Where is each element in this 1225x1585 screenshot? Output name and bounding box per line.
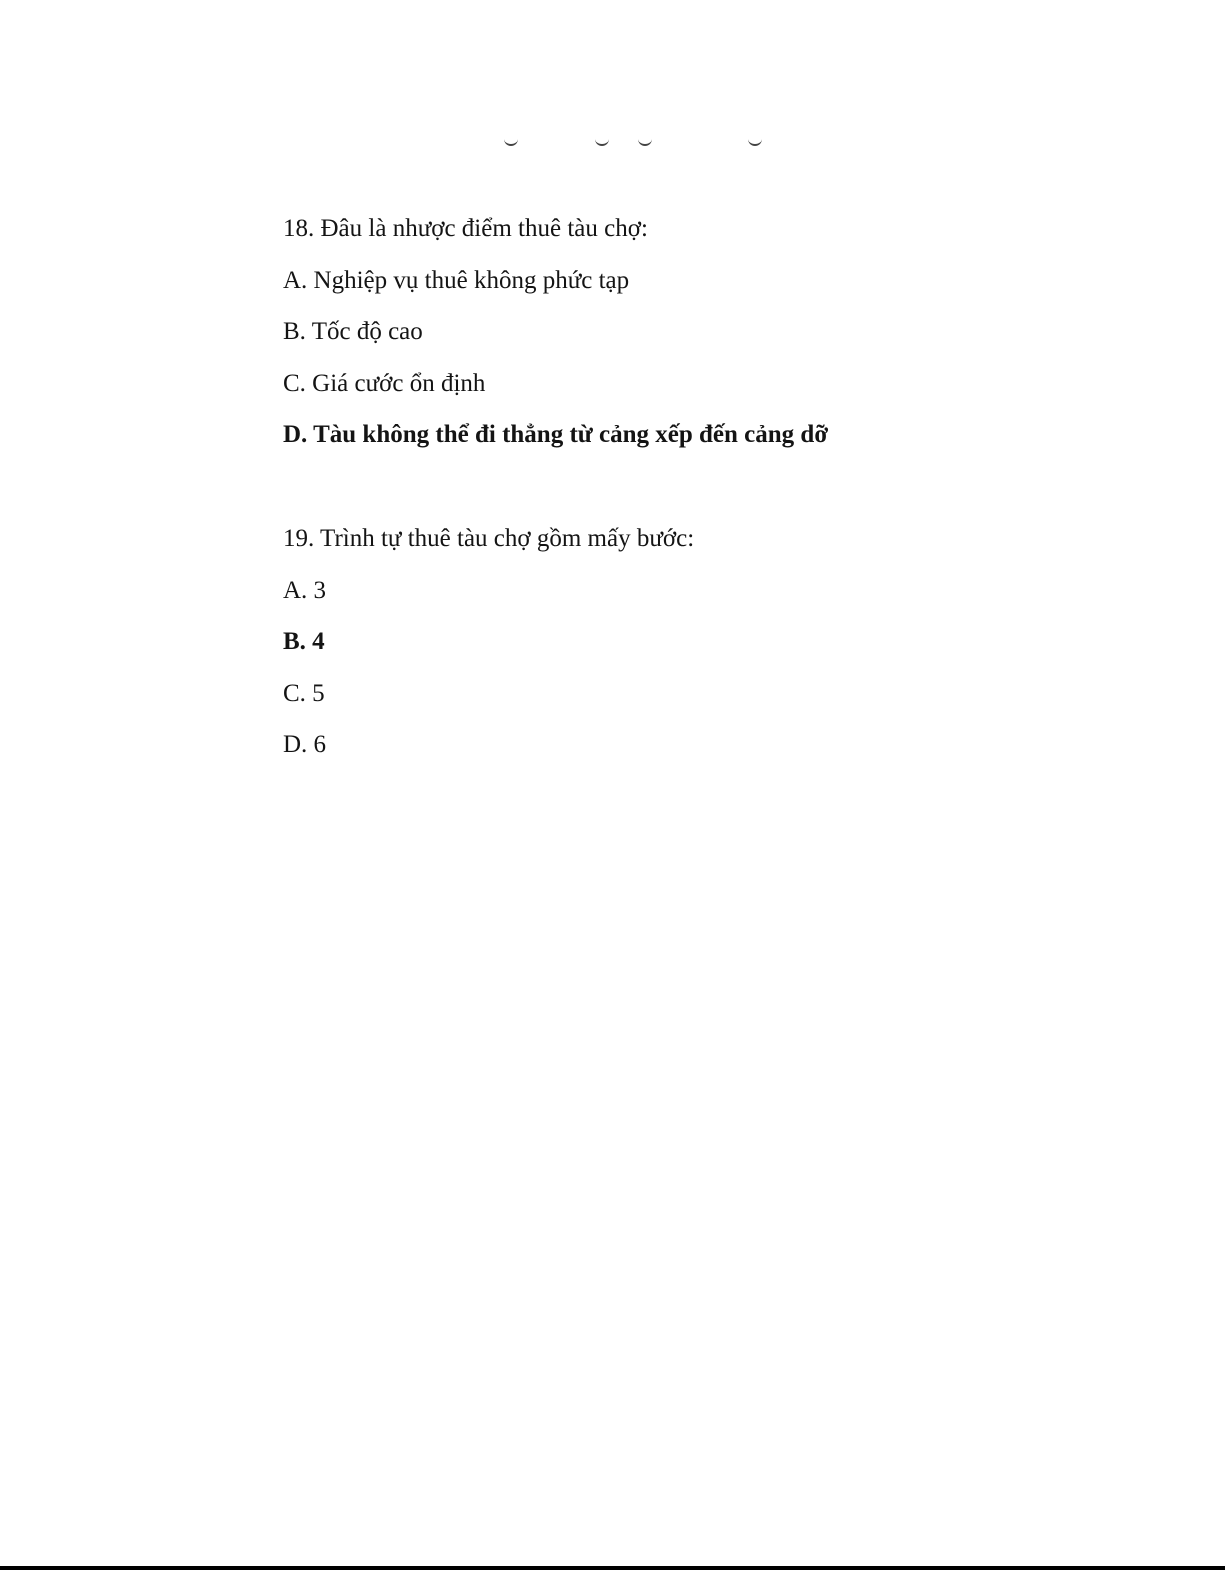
question-19 xyxy=(283,524,1043,782)
answer-option-a: A. 3 xyxy=(283,576,327,604)
bottom-border-line xyxy=(0,1566,1225,1570)
answer-option-c: C. Giá cước ổn định xyxy=(283,369,486,397)
answer-option-c: C. 5 xyxy=(283,679,325,707)
question-18 xyxy=(283,214,1043,472)
answer-option-d: D. 6 xyxy=(283,731,327,758)
question-prompt: 18. Đâu là nhược điểm thuê tàu chợ: xyxy=(283,215,648,242)
answer-option-a: A. Nghiệp vụ thuê không phức tạp xyxy=(283,266,630,294)
cropped-text-line xyxy=(500,138,770,146)
answer-option-d-correct: D. Tàu không thể đi thẳng từ cảng xếp đến cảng dỡ xyxy=(283,421,829,448)
answer-option-b-correct: B. 4 xyxy=(283,628,325,655)
question-prompt: 19. Trình tự thuê tàu chợ gồm mấy bước: xyxy=(283,525,695,552)
answer-option-b: B. Tốc độ cao xyxy=(283,318,423,345)
